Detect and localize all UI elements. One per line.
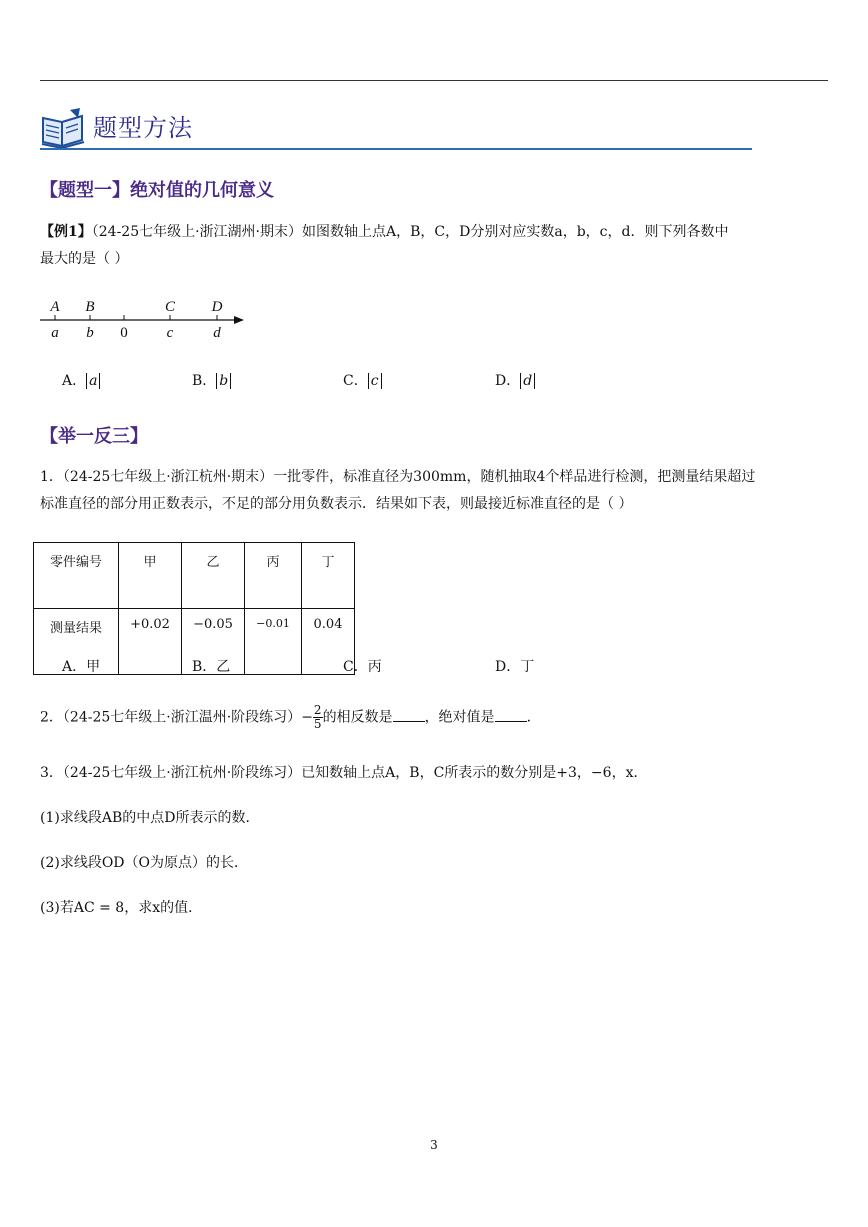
- q1-text-line2: 标准直径的部分用正数表示，不足的部分用负数表示．结果如下表，则最接近标准直径的是（ ）: [40, 496, 633, 512]
- value-label-b: b: [86, 325, 94, 341]
- example-text-line1: 如图数轴上点A，B，C，D分别对应实数a，b，c，d．则下列各数中: [302, 224, 729, 240]
- point-label-A: A: [50, 299, 60, 315]
- answer-blank[interactable]: [393, 707, 425, 722]
- table-cell: 甲: [119, 543, 182, 609]
- q2-stem: [40, 704, 541, 732]
- q1-choice-b: B．乙: [192, 659, 231, 675]
- value-label-zero: 0: [120, 325, 128, 341]
- q2-sign: −: [301, 709, 313, 726]
- q2-text-a: 的相反数是: [322, 709, 393, 726]
- point-label-D: D: [211, 299, 223, 315]
- table-cell: −0.05: [182, 609, 245, 675]
- page-number: 3: [430, 1138, 438, 1152]
- point-label-C: C: [164, 299, 176, 315]
- q1-source: （24-25七年级上·浙江杭州·期末）: [62, 469, 274, 485]
- q2-text-b: ，绝对值是: [424, 709, 495, 726]
- example-source: （24-25七年级上·浙江湖州·期末）: [91, 224, 303, 240]
- number-line-figure: [38, 296, 253, 346]
- table-cell: 零件编号: [34, 543, 119, 609]
- example-tag: 【例1】: [40, 224, 92, 240]
- q3-stem: [40, 760, 647, 787]
- value-label-d: d: [213, 325, 221, 341]
- example-text-line2: 最大的是（ ）: [40, 251, 129, 267]
- q1-number: 1．: [40, 469, 63, 485]
- q2-text-c: ．: [526, 709, 541, 726]
- example-choice-d: D． d: [495, 370, 535, 390]
- q1-choice-c: C．丙: [343, 659, 382, 675]
- table-cell: −0.01: [245, 609, 302, 675]
- table-cell: 丁: [302, 543, 355, 609]
- q2-number: 2．: [40, 709, 63, 726]
- q1-choice-a: A．甲: [62, 659, 101, 675]
- point-label-B: B: [85, 299, 95, 315]
- abs-value: d: [520, 373, 535, 389]
- abs-value: c: [368, 373, 382, 389]
- top-rule: [40, 80, 828, 81]
- q3-sub3: (3)若AC = 8，求x的值．: [40, 900, 203, 916]
- table-cell: 测量结果: [34, 609, 119, 675]
- fraction: [313, 704, 323, 731]
- value-label-c: c: [166, 325, 174, 341]
- book-icon: [40, 106, 86, 148]
- q3-source: （24-25七年级上·浙江杭州·阶段练习）: [62, 765, 302, 781]
- table-cell: 丙: [245, 543, 302, 609]
- q1-text-line1: 一批零件，标准直径为300mm，随机抽取4个样品进行检测，把测量结果超过: [273, 469, 756, 485]
- q3-sub1: (1)求线段AB的中点D所表示的数．: [40, 810, 260, 826]
- section-header: [40, 100, 755, 152]
- abs-value: b: [216, 373, 231, 389]
- q2-source: （24-25七年级上·浙江温州·阶段练习）: [62, 709, 302, 726]
- section-rule: [40, 148, 752, 150]
- table-cell: 乙: [182, 543, 245, 609]
- arrow-icon: [234, 316, 244, 324]
- q1-choice-d: D．丁: [495, 659, 535, 675]
- table-cell: +0.02: [119, 609, 182, 675]
- q3-sub2: (2)求线段OD（O为原点）的长．: [40, 855, 249, 871]
- example1-stem: [40, 219, 830, 273]
- abs-value: a: [86, 373, 100, 389]
- value-label-a: a: [51, 325, 59, 341]
- table-cell: 0.04: [302, 609, 355, 675]
- type1-heading: 【题型一】绝对值的几何意义: [40, 180, 274, 201]
- fraction-numerator: 2: [313, 703, 322, 717]
- example-choice-c: C． c: [343, 370, 382, 390]
- q1-stem: [40, 464, 830, 518]
- practice-heading: 【举一反三】: [40, 426, 148, 447]
- example-choice-a: A． a: [62, 370, 100, 390]
- q3-text: 已知数轴上点A，B，C所表示的数分别是+3，−6，x．: [301, 765, 648, 781]
- example-choice-b: B． b: [192, 370, 231, 390]
- q3-number: 3．: [40, 765, 63, 781]
- section-title: 题型方法: [93, 114, 193, 142]
- table-row: [34, 543, 355, 609]
- fraction-denominator: 5: [313, 717, 322, 731]
- answer-blank[interactable]: [495, 707, 527, 722]
